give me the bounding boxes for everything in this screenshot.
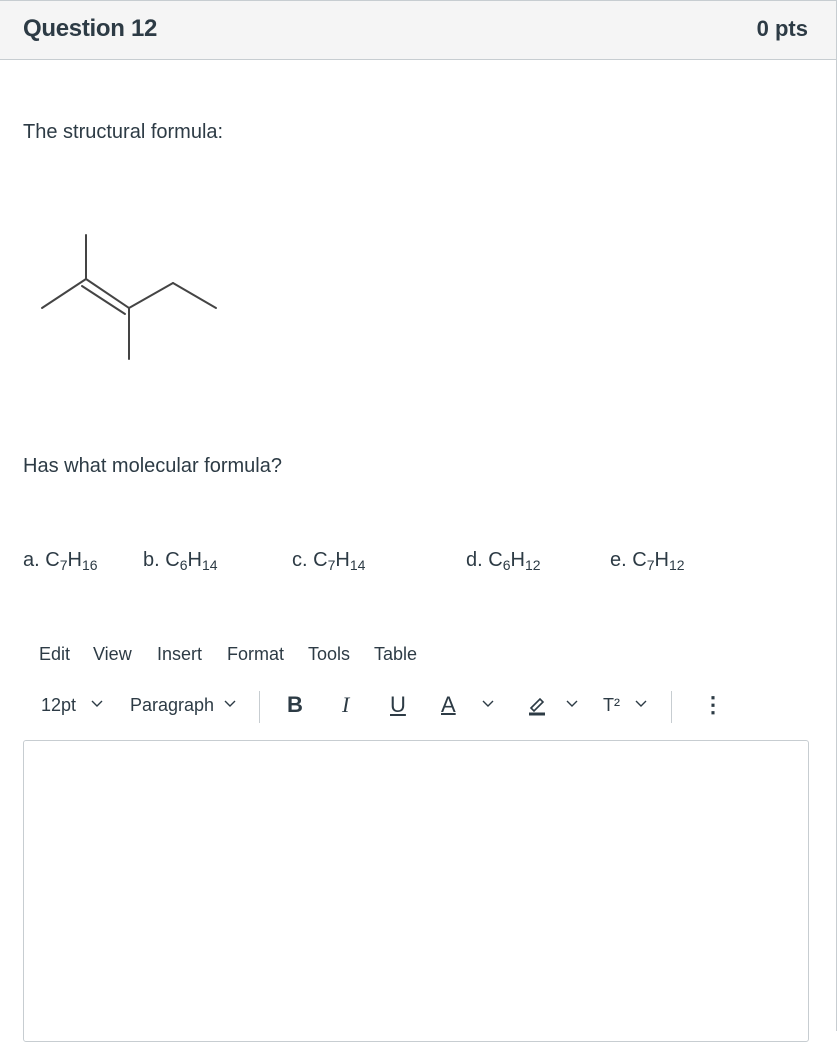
menu-format[interactable]: Format — [227, 644, 285, 664]
highlighter-icon — [526, 694, 548, 716]
editor-menubar — [0, 644, 838, 668]
chevron-down-icon — [90, 697, 104, 711]
question-intro: The structural formula: — [23, 121, 224, 143]
bold-button[interactable]: B — [287, 692, 303, 717]
text-color-button: A — [441, 692, 456, 717]
menu-insert[interactable]: Insert — [157, 644, 203, 664]
menu-tools[interactable]: Tools — [308, 644, 351, 664]
bond-line — [42, 279, 86, 308]
answer-option-d: d. $C_6H_{12}$ — [466, 549, 541, 573]
block-format-value: Paragraph — [130, 695, 215, 715]
chevron-down-icon — [481, 697, 495, 711]
chevron-down-icon — [634, 697, 648, 711]
menu-view[interactable]: View — [93, 644, 132, 664]
menu-table[interactable]: Table — [374, 644, 418, 664]
structural-formula-image — [30, 226, 230, 371]
superscript-button: T² — [603, 695, 620, 715]
toolbar-divider — [671, 691, 672, 723]
more-options-button[interactable]: ⋮ — [702, 692, 724, 717]
answer-option-c: c. $C_7H_{14}$ — [292, 549, 366, 573]
answer-option-b: b. $C_6H_{14}$ — [143, 549, 218, 573]
italic-button[interactable]: I — [342, 692, 350, 717]
editor-toolbar — [0, 691, 838, 723]
question-points: 0 pts — [756, 16, 808, 41]
rich-text-editor-area[interactable] — [23, 740, 809, 1042]
bond-line — [129, 283, 173, 308]
font-size-value: 12pt — [41, 695, 77, 715]
answer-option-a: a. $C_7H_{16}$ — [23, 549, 98, 573]
chevron-down-icon — [223, 697, 237, 711]
underline-button[interactable]: U — [390, 692, 406, 717]
answer-option-e: e. $C_7H_{12}$ — [610, 549, 685, 573]
question-title: Question 12 — [23, 15, 158, 42]
bond-line — [173, 283, 216, 308]
question-header — [0, 1, 836, 60]
menu-edit[interactable]: Edit — [39, 644, 71, 664]
chevron-down-icon — [565, 697, 579, 711]
question-prompt: Has what molecular formula? — [23, 455, 282, 477]
toolbar-divider — [259, 691, 260, 723]
